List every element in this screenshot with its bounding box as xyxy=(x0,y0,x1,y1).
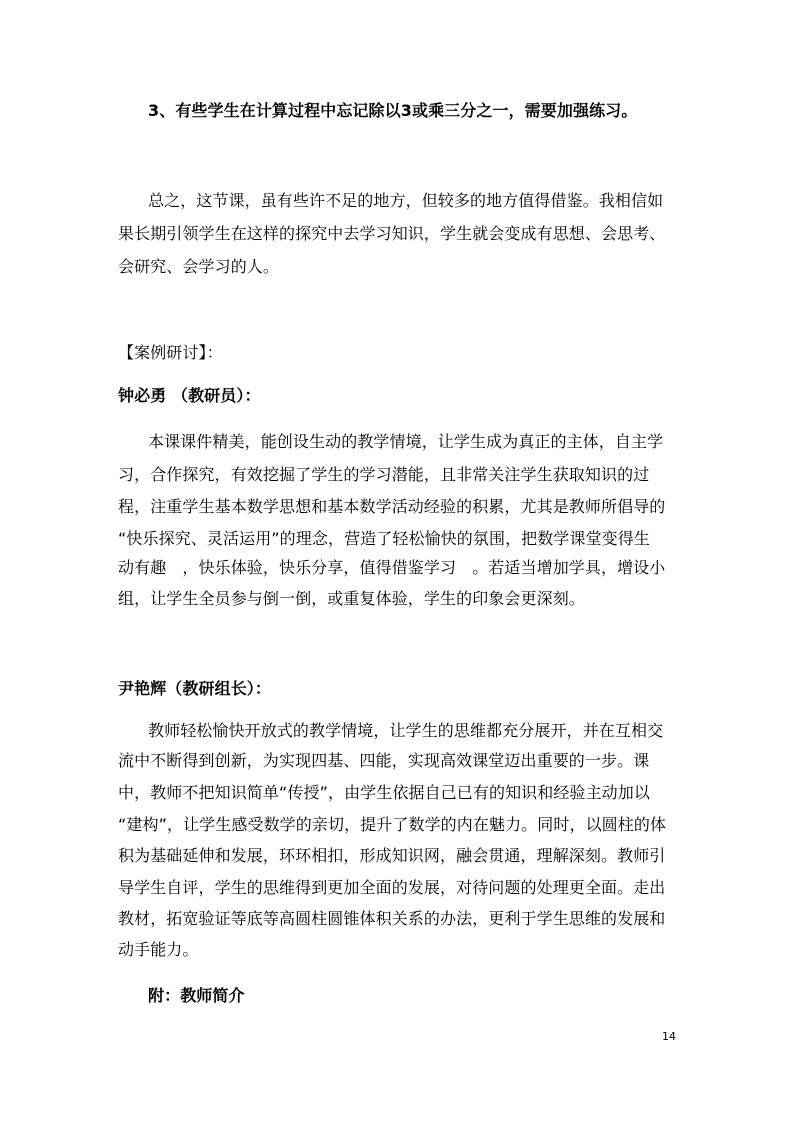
reviewer1-name: 钟必勇 （教研员）： xyxy=(118,386,261,405)
appendix-heading: 附：教师简介 xyxy=(148,986,245,1005)
page-number: 14 xyxy=(662,1030,676,1043)
reviewer1-line-1: 本课课件精美，能创设生动的教学情境，让学生成为真正的主体，自主学 xyxy=(148,432,664,451)
note-3: 3、有些学生在计算过程中忘记除以3或乘三分之一，需要加强练习。 xyxy=(148,101,638,120)
reviewer2-line-4: “建构”，让学生感受数学的亲切，提升了数学的内在魅力。同时，以圆柱的体 xyxy=(118,815,667,834)
reviewer2-line-5: 积为基础延伸和发展，环环相扣，形成知识网，融会贯通，理解深刻。教师引 xyxy=(118,846,666,865)
reviewer2-line-6: 导学生自评，学生的思维得到更加全面的发展，对待问题的处理更全面。走出 xyxy=(118,878,666,897)
reviewer1-line-5: 动有趣 ，快乐体验，快乐分享，值得借鉴学习 。若适当增加学具，增设小 xyxy=(118,558,666,577)
case-heading: 【案例研讨】： xyxy=(118,343,223,362)
reviewer1-line-3: 程，注重学生基本数学思想和基本数学活动经验的积累，尤其是教师所倡导的 xyxy=(118,497,666,516)
reviewer1-line-4: “快乐探究、灵活运用”的理念，营造了轻松愉快的氛围，把数学课堂变得生 xyxy=(118,529,650,548)
reviewer2-line-2: 流中不断得到创新，为实现四基、四能，实现高效课堂迈出重要的一步。课 xyxy=(118,751,650,770)
reviewer1-line-2: 习，合作探究，有效挖掘了学生的学习潜能，且非常关注学生获取知识的过 xyxy=(118,465,650,484)
reviewer1-line-6: 组，让学生全员参与倒一倒，或重复体验，学生的印象会更深刻。 xyxy=(118,589,585,608)
summary-line-2: 果长期引领学生在这样的探究中去学习知识，学生就会变成有思想、会思考、 xyxy=(118,224,666,243)
reviewer2-line-7: 教材，拓宽验证等底等高圆柱圆锥体积关系的办法，更利于学生思维的发展和 xyxy=(118,909,666,928)
reviewer2-line-3: 中，教师不把知识简单“传授”，由学生依据自己已有的知识和经验主动加以 xyxy=(118,783,650,802)
summary-line-3: 会研究、会学习的人。 xyxy=(118,257,280,276)
summary-line-1: 总之，这节课，虽有些许不足的地方，但较多的地方值得借鉴。我相信如 xyxy=(148,191,664,210)
reviewer2-line-1: 教师轻松愉快开放式的教学情境，让学生的思维都充分展开，并在互相交 xyxy=(148,721,664,740)
reviewer2-line-8: 动手能力。 xyxy=(118,940,199,959)
reviewer2-name: 尹艳辉（教研组长）： xyxy=(118,679,272,698)
